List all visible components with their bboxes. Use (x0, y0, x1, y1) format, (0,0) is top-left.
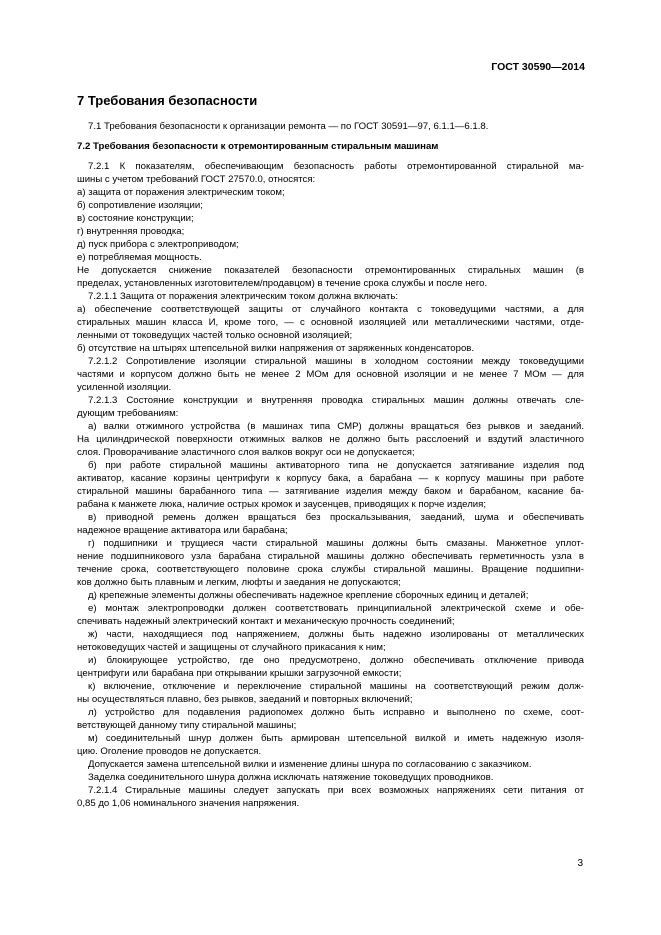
text-line: 7.2.1.1 Защита от поражения электрическим током должна включать: (88, 291, 399, 302)
text-line: частями и корпусом должно быть не менее 2 МОм для основной изоляции и не менее 7 МОм — для (77, 369, 584, 380)
clause-7-1: 7.1 Требования безопасности к организации ремонта — по ГОСТ 30591—97, 6.1.1—6.1.8. (88, 121, 489, 132)
text-line: Заделка соединительного шнура должна исключать натяжение токоведущих проводников. (88, 772, 494, 783)
text-line: в) состояние конструкции; (77, 213, 194, 224)
text-line: м) соединительный шнур должен быть армирован штепсельной вилкой и иметь надежную изоля- (88, 733, 584, 744)
text-line: 7.2.1.4 Стиральные машины следует запускать при всех возможных напряжениях сети питания от (88, 785, 584, 796)
text-line: 0,85 до 1,06 номинального значения напряжения. (77, 798, 300, 809)
text-line: ленными от токоведущих частей только основной изоляцией; (77, 330, 353, 341)
clause-7-2-block (77, 140, 584, 153)
text-line: б) сопротивление изоляции; (77, 200, 203, 211)
body-text (77, 160, 584, 810)
text-line: шины с учетом требований ГОСТ 27570.0, относятся: (77, 174, 316, 185)
text-line: активатор, касание корзины центрифуги к корпусу бака, а барабана — к корпусу машины при работе (77, 473, 584, 484)
text-line: слоя. Проворачивание эластичного слоя валков вокруг оси не допускается; (77, 447, 415, 458)
text-line: нетоковедущих частей и защищены от случайного прикасания к ним; (77, 642, 386, 653)
page-number: 3 (577, 858, 583, 869)
text-line: а) обеспечение соответствующей защиты от случайного контакта с токоведущими частями, а для (77, 304, 584, 315)
text-line: ков должно быть плавным и легким, люфты и заедания не допускаются; (77, 577, 401, 588)
text-line: центрифуги или барабана при открывании крышки загрузочной емкости; (77, 668, 402, 679)
text-line: стиральной машины барабанного типа — затягивание изделия между баком и барабаном, касание ба- (77, 486, 584, 497)
text-line: рабана к манжете люка, наличие острых кромок и заусенцев, приводящих к порче изделия; (77, 499, 487, 510)
text-line: течение срока, соответствующего половине срока службы стиральной машины. Вращение подшипни- (77, 564, 584, 575)
text-line: Не допускается снижение показателей безопасности отремонтированных стиральных машин (в (77, 265, 584, 276)
text-line: е) монтаж электропроводки должен соответствовать принципиальной электрической схеме и обе- (88, 603, 584, 614)
text-line: б) при работе стиральной машины активаторного типа не допускается затягивание изделия под (88, 460, 584, 471)
text-line: л) устройство для подавления радиопомех должно быть исправно и выполнено по схеме, соот- (88, 707, 584, 718)
text-line: б) отсутствие на штырях штепсельной вилки напряжения от заряженных конденсаторов. (77, 343, 475, 354)
text-line: На цилиндрической поверхности отжимных валков не должно быть расслоений и вздутий эластичного (77, 434, 584, 445)
text-line: спечивать надежный электрический контакт и механическую прочность соединений; (77, 616, 455, 627)
text-line: усиленной изоляции. (77, 382, 172, 393)
section-title: 7 Требования безопасности (77, 93, 258, 108)
text-line: а) валки отжимного устройства (в машинах типа СМР) должны вращаться без рывков и заеданий. (88, 421, 584, 432)
subsection-heading-7-2: 7.2 Требования безопасности к отремонтированным стиральным машинам (77, 141, 439, 152)
text-line: г) подшипники и трущиеся части стиральной машины должны быть смазаны. Манжетное уплот- (88, 538, 584, 549)
text-line: пределах, установленных изготовителем/продавцом) в течение срока службы и после него. (77, 278, 488, 289)
text-line: стиральных машин класса И, кроме того, — с основной изоляцией или металлическими частями, отде- (77, 317, 584, 328)
text-line: надежное вращение активатора или барабана; (77, 525, 288, 536)
text-line: в) приводной ремень должен вращаться без проскальзывания, заеданий, шума и обеспечивать (88, 512, 584, 523)
text-line: д) крепежные элементы должны обеспечивать надежное крепление сборочных единиц и деталей; (88, 590, 529, 601)
text-line: 7.2.1.3 Состояние конструкции и внутренняя проводка стиральных машин должны отвечать сле- (88, 395, 584, 406)
text-line: 7.2.1 К показателям, обеспечивающим безопасность работы отремонтированной стиральной ма- (88, 161, 584, 172)
text-line: е) потребляемая мощность. (77, 252, 202, 263)
text-line: нение подшипникового узла барабана стиральной машины должно обеспечивать герметичность узла в (77, 551, 584, 562)
text-line: Допускается замена штепсельной вилки и изменение длины шнура по согласованию с заказчиком. (88, 759, 532, 770)
text-line: д) пуск прибора с электроприводом; (77, 239, 239, 250)
text-line: и) блокирующее устройство, где оно предусмотрено, должно обеспечивать отключение привода (88, 655, 584, 666)
text-line: к) включение, отключение и переключение стиральной машины на соответствующий режим долж- (88, 681, 584, 692)
text-line: цию. Оголение проводов не допускается. (77, 746, 262, 757)
text-line: а) защита от поражения электрическим током; (77, 187, 285, 198)
text-line: г) внутренняя проводка; (77, 226, 185, 237)
standard-number: ГОСТ 30590—2014 (491, 61, 585, 73)
text-line: ветствующей данному типу стиральной машины; (77, 720, 297, 731)
text-line: дующим требованиям: (77, 408, 179, 419)
text-line: 7.2.1.2 Сопротивление изоляции стиральной машины в холодном состоянии между токоведущими (88, 356, 584, 367)
clause-7-1-block (77, 120, 584, 133)
text-line: ж) части, находящиеся под напряжением, должны быть надежно изолированы от металлических (88, 629, 584, 640)
text-line: ны осуществляться плавно, без рывков, заеданий и повторных включений; (77, 694, 413, 705)
